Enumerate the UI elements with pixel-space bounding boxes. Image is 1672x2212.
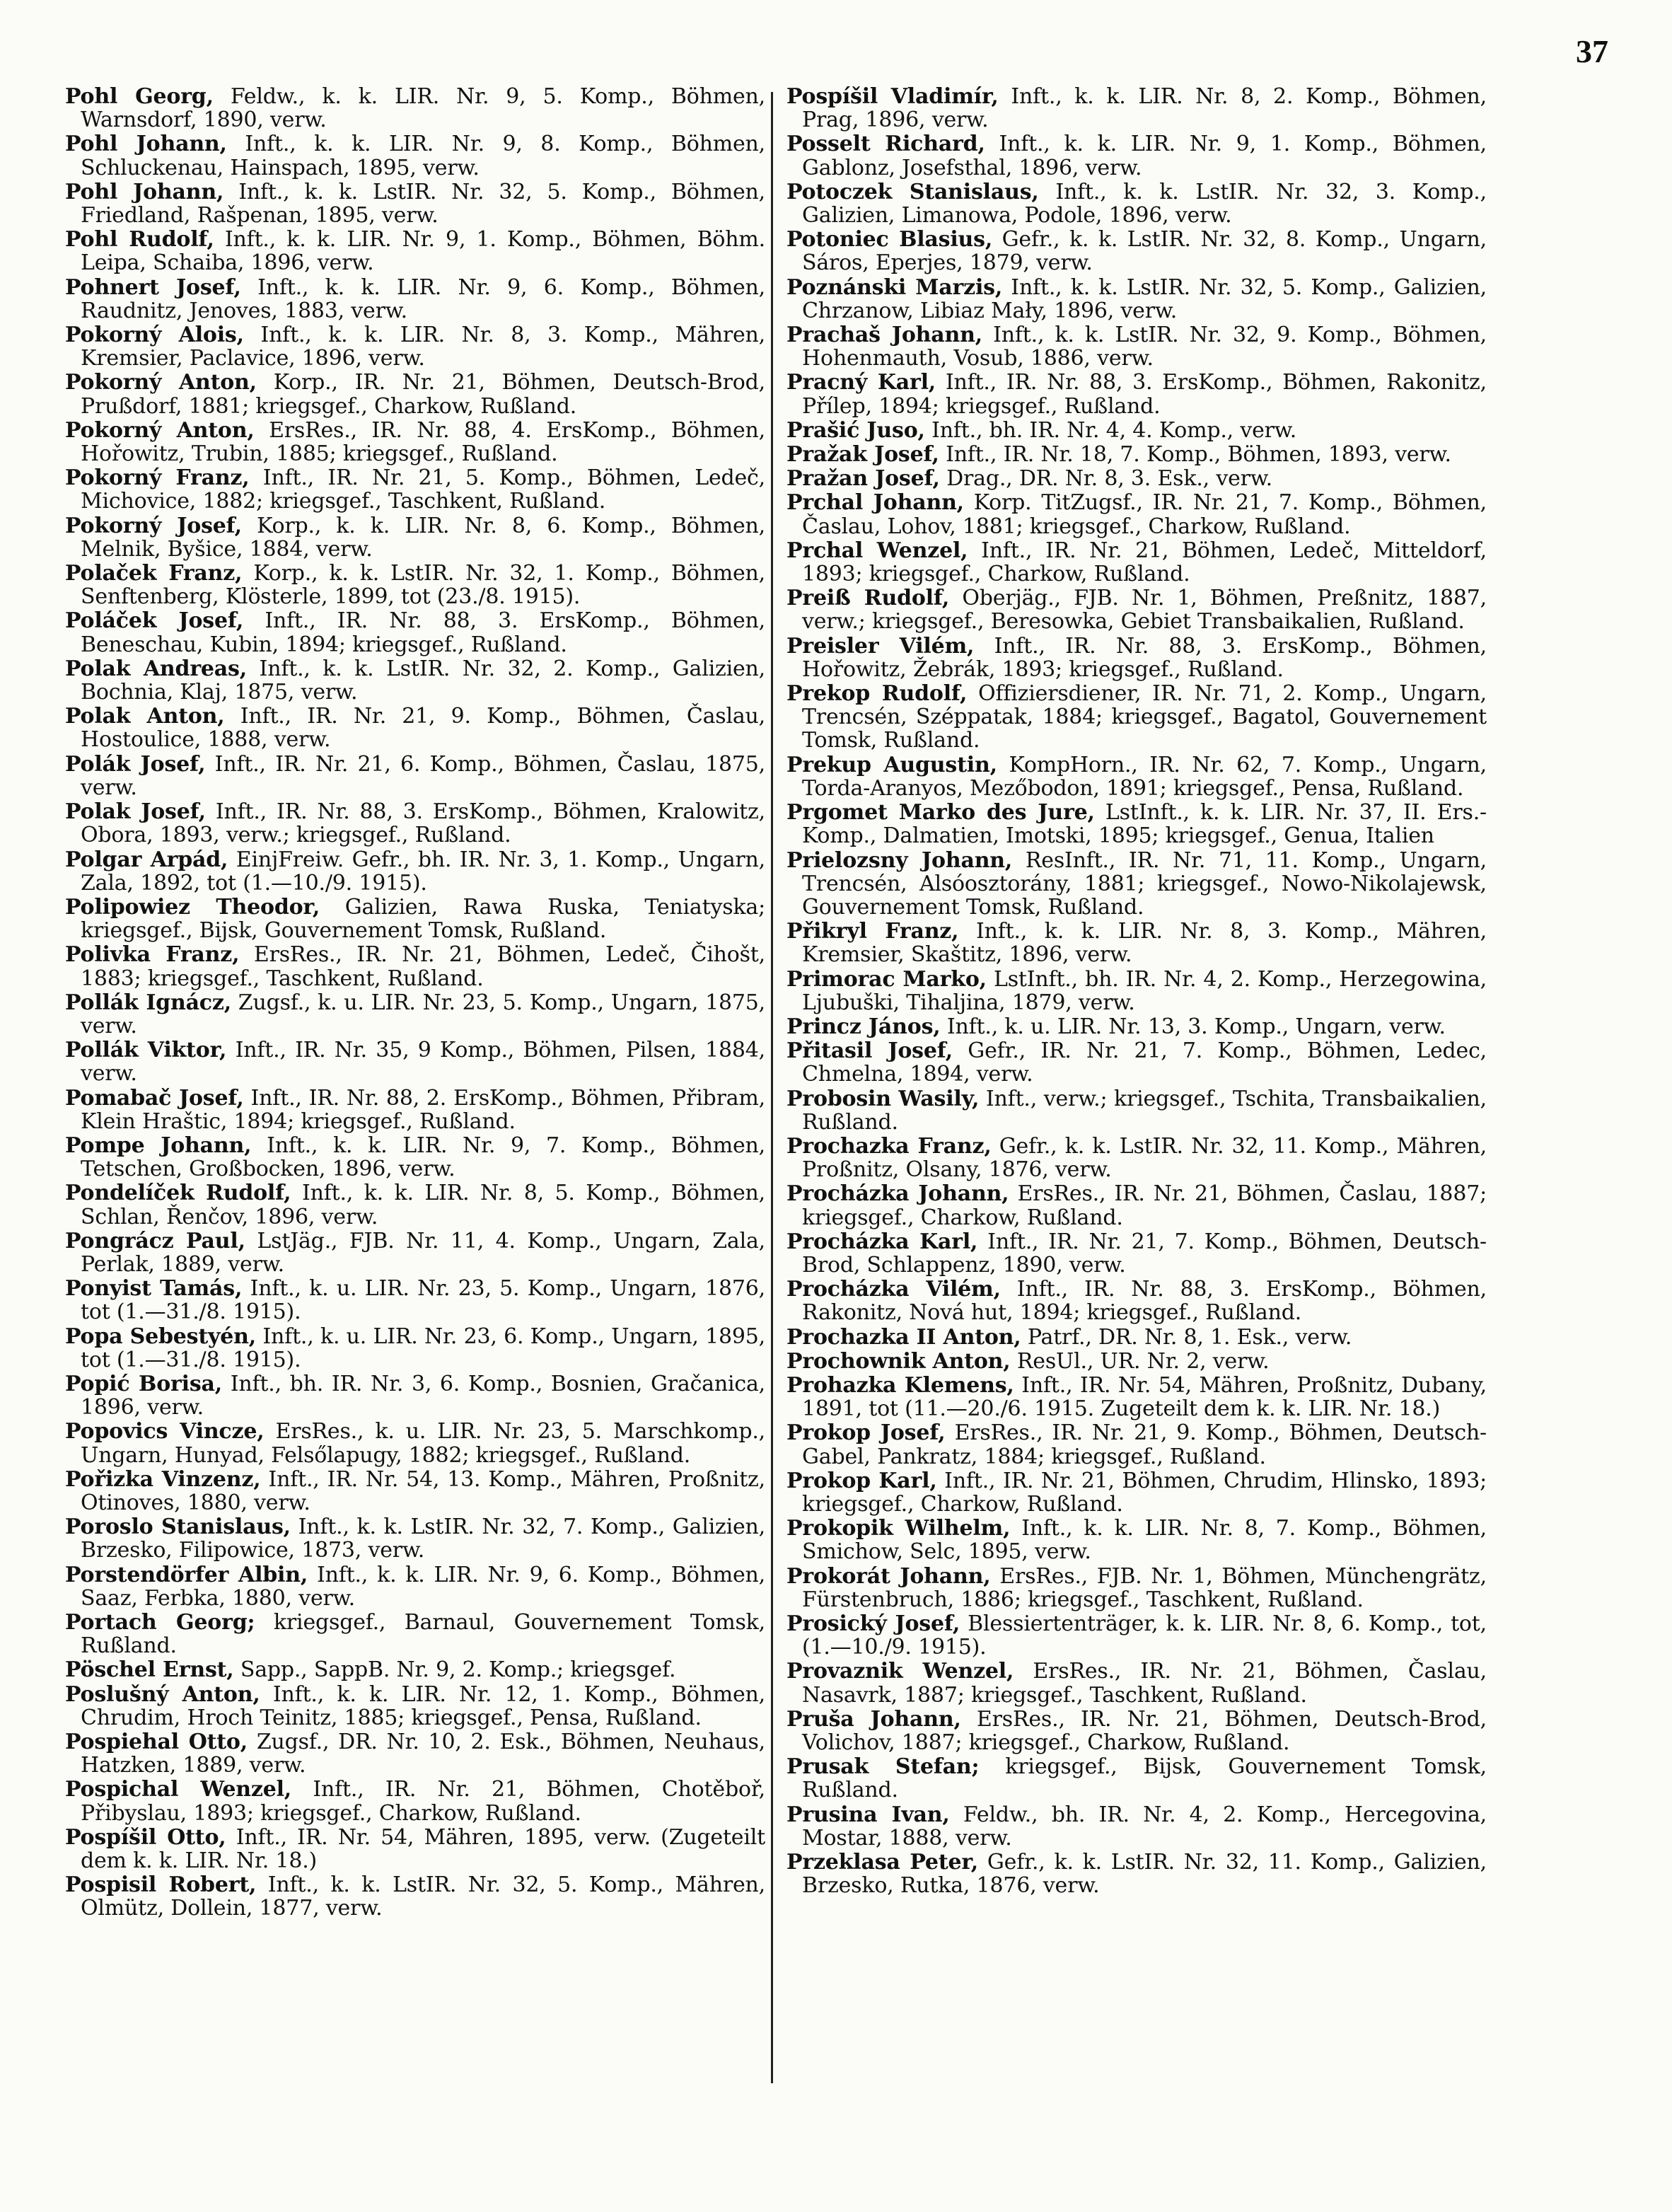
entry-name: Prokorát Johann,: [786, 1563, 991, 1589]
entry-details: Korp., k. k. LIR. Nr. 8, 6. Komp., Böhmen, Melnik, Byšice, 1884, verw.: [81, 513, 766, 562]
entry-name: Prusak Stefan;: [786, 1754, 980, 1780]
register-entry: [65, 1468, 765, 1515]
register-entry: [786, 132, 1487, 179]
entry-name: Preisler Vilém,: [786, 633, 975, 659]
entry-details: Inft., IR. Nr. 54, Mähren, Proßnitz, Dubany, 1891, tot (11.—20./6. 1915. Zugeteilt dem k. k. LIR. Nr. 18.): [802, 1372, 1487, 1422]
register-entry: [786, 85, 1487, 132]
entry-name: Pokorný Josef,: [65, 513, 242, 538]
entry-name: Prochazka II Anton,: [786, 1324, 1021, 1350]
entry-details: ErsRes., IR. Nr. 21, Böhmen, Časlau, 1887; kriegsgef., Charkow, Rußland.: [802, 1181, 1487, 1230]
entry-name: Polak Andreas,: [65, 656, 247, 681]
register-entry: [786, 682, 1487, 753]
entry-name: Poznánski Marzis,: [786, 274, 1003, 300]
register-entry: [65, 132, 765, 179]
register-entry: [65, 1277, 765, 1324]
entry-details: Feldw., k. k. LIR. Nr. 9, 5. Komp., Böhmen, Warnsdorf, 1890, verw.: [81, 84, 765, 133]
register-entry: [65, 1826, 765, 1872]
entry-details: LstJäg., FJB. Nr. 11, 4. Komp., Ungarn, Zala, Perlak, 1889, verw.: [81, 1228, 765, 1277]
register-entry: [786, 1565, 1487, 1611]
register-entry: [65, 1730, 765, 1777]
entry-details: Gefr., k. k. LstIR. Nr. 32, 11. Komp., Mähren, Proßnitz, Olsany, 1876, verw.: [802, 1133, 1487, 1183]
entry-details: Korp., k. k. LstIR. Nr. 32, 1. Komp., Böhmen, Senftenberg, Klösterle, 1899, tot (23./8. 1915).: [81, 561, 765, 610]
register-entry: [65, 800, 765, 847]
entry-name: Pollák Viktor,: [65, 1038, 227, 1063]
entry-name: Pořizka Vinzenz,: [65, 1466, 261, 1492]
entry-details: Inft., IR. Nr. 88, 2. ErsKomp., Böhmen, Přibram, Klein Hraštic, 1894; kriegsgef., Rußland.: [81, 1085, 765, 1134]
entry-name: Procházka Vilém,: [786, 1277, 1001, 1302]
entry-name: Prokop Josef,: [786, 1420, 946, 1446]
entry-details: Inft., IR. Nr. 35, 9 Komp., Böhmen, Pilsen, 1884, verw.: [81, 1038, 765, 1087]
entry-name: Prachaš Johann,: [786, 323, 982, 348]
register-entry: [65, 323, 765, 370]
entry-name: Pospichal Wenzel,: [65, 1777, 292, 1802]
register-entry: [786, 1469, 1487, 1516]
register-entry: [65, 228, 765, 274]
entry-details: LstInft., k. k. LIR. Nr. 37, II. Ers.-Komp., Dalmatien, Imotski, 1895; kriegsgef., Genua, Italien: [802, 800, 1487, 849]
entry-name: Porstendörfer Albin,: [65, 1562, 308, 1587]
entry-name: Prchal Wenzel,: [786, 538, 968, 563]
register-entry: [786, 1015, 1487, 1038]
entry-details: Inft., IR. Nr. 54, Mähren, 1895, verw. (Zugeteilt dem k. k. LIR. Nr. 18.): [81, 1824, 765, 1874]
entry-details: KompHorn., IR. Nr. 62, 7. Komp., Ungarn, Torda-Aranyos, Mezőbodon, 1891; kriegsgef., Pensa, Rußland.: [802, 752, 1487, 801]
entry-details: ErsRes., IR. Nr. 21, Böhmen, Časlau, Nasavrk, 1887; kriegsgef., Taschkent, Rußland.: [802, 1659, 1487, 1708]
entry-name: Přikryl Franz,: [786, 919, 959, 944]
entry-name: Prosický Josef,: [786, 1611, 960, 1636]
entry-name: Prochazka Franz,: [786, 1133, 992, 1159]
entry-name: Potoczek Stanislaus,: [786, 179, 1039, 204]
register-entry: [786, 1135, 1487, 1181]
entry-details: Zugsf., DR. Nr. 10, 2. Esk., Böhmen, Neuhaus, Hatzken, 1889, verw.: [81, 1730, 765, 1778]
register-entry: [65, 943, 765, 990]
register-entry: [786, 323, 1487, 370]
entry-name: Preiß Rudolf,: [786, 586, 950, 611]
entry-details: Inft., IR. Nr. 88, 3. ErsKomp., Böhmen, Kralowitz, Obora, 1893, verw.; kriegsgef., Rußland.: [81, 799, 765, 848]
entry-details: Inft., k. k. LstIR. Nr. 32, 5. Komp., Mähren, Olmütz, Dollein, 1877, verw.: [81, 1872, 765, 1921]
entry-details: Blessiertenträger, k. k. LIR. Nr. 8, 6. Komp., tot, (1.—10./9. 1915).: [802, 1611, 1487, 1660]
register-entry: [65, 753, 765, 799]
entry-name: Poroslo Stanislaus,: [65, 1515, 291, 1540]
entry-details: Inft., k. k. LIR. Nr. 12, 1. Komp., Böhmen, Chrudim, Hroch Teinitz, 1885; kriegsgef., Pensa, Rußland.: [81, 1681, 765, 1730]
register-entry: [65, 371, 765, 417]
entry-name: Prusina Ivan,: [786, 1802, 950, 1827]
entry-details: Inft., IR. Nr. 88, 3. ErsKomp., Böhmen, Rakonitz, Přílep, 1894; kriegsgef., Rußland.: [802, 370, 1487, 419]
register-entry: [786, 635, 1487, 681]
entry-details: ResUl., UR. Nr. 2, verw.: [1010, 1348, 1270, 1374]
entry-name: Pospíšil Otto,: [65, 1824, 226, 1850]
entry-name: Poslušný Anton,: [65, 1681, 260, 1707]
register-entry: [65, 1229, 765, 1276]
entry-name: Provaznik Wenzel,: [786, 1659, 1014, 1684]
entry-name: Pongrácz Paul,: [65, 1228, 245, 1253]
entry-name: Pohl Johann,: [65, 132, 227, 157]
register-entry: [65, 1181, 765, 1228]
entry-name: Polgar Arpád,: [65, 847, 228, 872]
register-entry: [65, 1873, 765, 1920]
register-entry: [786, 1612, 1487, 1659]
entry-name: Pospiehal Otto,: [65, 1730, 248, 1755]
entry-name: Pomabač Josef,: [65, 1085, 244, 1111]
register-entry: [786, 419, 1487, 442]
entry-details: Inft., k. k. LIR. Nr. 8, 7. Komp., Böhmen, Smichow, Selc, 1895, verw.: [802, 1516, 1487, 1565]
entry-details: EinjFreiw. Gefr., bh. IR. Nr. 3, 1. Komp., Ungarn, Zala, 1892, tot (1.—10./9. 1915).: [81, 847, 765, 896]
entry-name: Polák Josef,: [65, 751, 206, 777]
entry-details: Inft., k. k. LIR. Nr. 9, 1. Komp., Böhmen, Gablonz, Josefsthal, 1896, verw.: [802, 132, 1487, 180]
entry-details: Inft., k. u. LIR. Nr. 23, 6. Komp., Ungarn, 1895, tot (1.—31./8. 1915).: [81, 1324, 765, 1372]
entry-details: Oberjäg., FJB. Nr. 1, Böhmen, Preßnitz, 1887, verw.; kriegsgef., Beresowka, Gebiet Transbaikalien, Rußland.: [802, 586, 1487, 635]
register-entry: [65, 896, 765, 942]
entry-name: Přitasil Josef,: [786, 1038, 953, 1064]
register-entry: [65, 1372, 765, 1419]
entry-name: Ponyist Tamás,: [65, 1276, 243, 1302]
register-entry: [786, 801, 1487, 847]
register-entry: [65, 1515, 765, 1562]
entry-details: ErsRes., IR. Nr. 21, 9. Komp., Böhmen, Deutsch-Gabel, Pankratz, 1884; kriegsgef., Rußland.: [802, 1420, 1487, 1469]
entry-details: Korp., IR. Nr. 21, Böhmen, Deutsch-Brod, Prußdorf, 1881; kriegsgef., Charkow, Rußland.: [81, 370, 765, 419]
entry-name: Pracný Karl,: [786, 370, 936, 395]
entry-name: Przeklasa Peter,: [786, 1850, 979, 1875]
entry-details: ResInft., IR. Nr. 71, 11. Komp., Ungarn, Trencsén, Alsóosztorány, 1881; kriegsgef., Nowo-Nikolajewsk, Gouvernement Tomsk, Rußland.: [802, 847, 1487, 920]
register-entry: [65, 1038, 765, 1085]
entry-name: Prielozsny Johann,: [786, 847, 1013, 873]
entry-details: Inft., k. k. LstIR. Nr. 32, 3. Komp., Galizien, Limanowa, Podole, 1896, verw.: [802, 179, 1487, 228]
register-entry: [786, 849, 1487, 920]
right-column: [786, 85, 1487, 1898]
entry-name: Popić Borisa,: [65, 1371, 222, 1396]
entry-details: Inft., k. u. LIR. Nr. 13, 3. Komp., Ungarn, verw.: [940, 1014, 1446, 1039]
entry-name: Posselt Richard,: [786, 132, 985, 157]
entry-details: Offiziersdiener, IR. Nr. 71, 2. Komp., Ungarn, Trencsén, Széppatak, 1884; kriegsgef., Bagatol, Gouvernement Tomsk, Rußland.: [802, 681, 1487, 753]
entry-name: Pöschel Ernst,: [65, 1657, 234, 1683]
entry-name: Pokorný Alois,: [65, 323, 244, 348]
entry-details: Inft., IR. Nr. 21, 9. Komp., Böhmen, Časlau, Hostoulice, 1888, verw.: [81, 704, 765, 753]
entry-name: Prokop Karl,: [786, 1468, 937, 1493]
register-entry: [65, 514, 765, 561]
entry-name: Probosin Wasily,: [786, 1086, 980, 1111]
entry-details: Inft., k. k. LstIR. Nr. 32, 5. Komp., Galizien, Chrzanow, Libiaz Mały, 1896, verw.: [802, 274, 1487, 323]
entry-details: Inft., IR. Nr. 88, 3. ErsKomp., Böhmen, Beneschau, Kubin, 1894; kriegsgef., Rußland.: [81, 608, 765, 657]
entry-details: Inft., k. k. LIR. Nr. 9, 6. Komp., Böhmen, Raudnitz, Jenoves, 1883, verw.: [81, 274, 765, 323]
register-entry: [65, 276, 765, 323]
register-entry: [786, 1755, 1487, 1802]
register-entry: [786, 1039, 1487, 1086]
register-entry: [786, 968, 1487, 1014]
entry-details: Galizien, Rawa Ruska, Teniatyska; kriegsgef., Bijsk, Gouvernement Tomsk, Rußland.: [81, 894, 765, 944]
entry-details: ErsRes., k. u. LIR. Nr. 23, 5. Marschkomp., Ungarn, Hunyad, Felsőlapugy, 1882; kriegsgef., Rußland.: [81, 1419, 765, 1468]
entry-details: Inft., k. k. LstIR. Nr. 32, 5. Komp., Böhmen, Friedland, Rašpenan, 1895, verw.: [81, 179, 765, 228]
entry-name: Polipowiez Theodor,: [65, 894, 320, 920]
register-entry: [65, 1611, 765, 1657]
entry-name: Prašić Juso,: [786, 417, 925, 443]
register-entry: [786, 753, 1487, 800]
page-number: 37: [1576, 33, 1608, 69]
register-entry: [65, 1658, 765, 1681]
entry-details: Patrf., DR. Nr. 8, 1. Esk., verw.: [1021, 1324, 1352, 1350]
register-entry: [786, 1326, 1487, 1349]
entry-details: Inft., IR. Nr. 54, 13. Komp., Mähren, Proßnitz, Otinoves, 1880, verw.: [81, 1466, 765, 1515]
entry-name: Polaček Franz,: [65, 561, 243, 586]
entry-details: Inft., k. k. LstIR. Nr. 32, 7. Komp., Galizien, Brzesko, Filipowice, 1873, verw.: [81, 1515, 765, 1563]
entry-name: Procházka Karl,: [786, 1229, 978, 1254]
entry-name: Procházka Johann,: [786, 1181, 1009, 1207]
register-entry: [786, 276, 1487, 323]
entry-details: Inft., IR. Nr. 18, 7. Komp., Böhmen, 1893, verw.: [939, 442, 1451, 468]
entry-name: Pokorný Anton,: [65, 370, 257, 395]
register-entry: [786, 228, 1487, 274]
register-entry: [786, 1708, 1487, 1754]
entry-details: Inft., bh. IR. Nr. 4, 4. Komp., verw.: [924, 417, 1297, 443]
register-entry: [65, 466, 765, 513]
register-entry: [65, 705, 765, 751]
entry-details: Gefr., k. k. LstIR. Nr. 32, 8. Komp., Ungarn, Sáros, Eperjes, 1879, verw.: [802, 227, 1487, 276]
left-column: [65, 85, 765, 1921]
entry-name: Pohl Johann,: [65, 179, 224, 204]
entry-name: Pospíšil Vladimír,: [786, 84, 999, 109]
entry-details: Gefr., IR. Nr. 21, 7. Komp., Böhmen, Ledec, Chmelna, 1894, verw.: [802, 1038, 1487, 1087]
entry-name: Prohazka Klemens,: [786, 1372, 1014, 1398]
entry-details: Inft., k. u. LIR. Nr. 23, 5. Komp., Ungarn, 1876, tot (1.—31./8. 1915).: [81, 1276, 765, 1325]
register-entry: [786, 371, 1487, 417]
entry-name: Prekop Rudolf,: [786, 681, 968, 707]
entry-details: Inft., k. k. LIR. Nr. 8, 2. Komp., Böhmen, Prag, 1896, verw.: [802, 84, 1487, 133]
register-entry: [786, 1182, 1487, 1229]
entry-details: Inft., k. k. LIR. Nr. 9, 6. Komp., Böhmen, Saaz, Ferbka, 1880, verw.: [81, 1562, 765, 1611]
entry-name: Pruša Johann,: [786, 1706, 961, 1732]
entry-details: Inft., verw.; kriegsgef., Tschita, Transbaikalien, Rußland.: [802, 1086, 1487, 1135]
entry-details: Korp. TitZugsf., IR. Nr. 21, 7. Komp., Böhmen, Časlau, Lohov, 1881; kriegsgef., Charkow, Rußland.: [802, 490, 1487, 539]
entry-name: Prchal Johann,: [786, 490, 964, 516]
entry-name: Prochownik Anton,: [786, 1348, 1011, 1374]
register-entry: [65, 657, 765, 704]
entry-name: Prekup Augustin,: [786, 752, 997, 777]
register-entry: [786, 1421, 1487, 1468]
entry-details: Inft., IR. Nr. 88, 3. ErsKomp., Böhmen, Hořowitz, Žebrák, 1893; kriegsgef., Rußland.: [802, 633, 1487, 682]
entry-name: Polak Josef,: [65, 799, 206, 825]
entry-name: Primorac Marko,: [786, 966, 987, 992]
entry-details: Inft., IR. Nr. 21, 6. Komp., Böhmen, Časlau, 1875, verw.: [81, 751, 765, 800]
entry-details: Inft., k. k. LIR. Nr. 8, 3. Komp., Mähren, Kremsier, Paclavice, 1896, verw.: [81, 323, 765, 371]
entry-details: LstInft., bh. IR. Nr. 4, 2. Komp., Herzegowina, Ljubuški, Tihaljina, 1879, verw.: [802, 966, 1487, 1015]
entry-details: Sapp., SappB. Nr. 9, 2. Komp.; kriegsgef.: [233, 1657, 676, 1683]
entry-name: Pollák Ignácz,: [65, 990, 231, 1015]
register-entry: [786, 920, 1487, 966]
entry-name: Pohl Georg,: [65, 84, 214, 109]
entry-name: Pokorný Anton,: [65, 417, 255, 443]
register-entry: [65, 848, 765, 895]
register-entry: [65, 180, 765, 227]
entry-details: Inft., k. k. LIR. Nr. 9, 7. Komp., Böhmen, Tetschen, Großbocken, 1896, verw.: [81, 1133, 765, 1182]
entry-details: Inft., k. k. LstIR. Nr. 32, 2. Komp., Galizien, Bochnia, Klaj, 1875, verw.: [81, 656, 765, 705]
entry-details: Inft., bh. IR. Nr. 3, 6. Komp., Bosnien, Gračanica, 1896, verw.: [81, 1371, 765, 1420]
register-entry: [786, 1230, 1487, 1277]
register-entry: [786, 1851, 1487, 1897]
register-entry: [786, 586, 1487, 633]
register-entry: [65, 1325, 765, 1372]
entry-name: Pražan Josef,: [786, 466, 940, 492]
register-entry: [65, 1778, 765, 1824]
register-entry: [786, 539, 1487, 586]
entry-details: Inft., k. k. LIR. Nr. 8, 3. Komp., Mähren, Kremsier, Skaštitz, 1896, verw.: [802, 919, 1487, 968]
entry-details: Zugsf., k. u. LIR. Nr. 23, 5. Komp., Ungarn, 1875, verw.: [81, 990, 765, 1038]
entry-name: Pražak Josef,: [786, 442, 939, 468]
entry-details: ErsRes., IR. Nr. 88, 4. ErsKomp., Böhmen, Hořowitz, Trubin, 1885; kriegsgef., Rußland.: [81, 417, 766, 467]
register-entry: [65, 609, 765, 656]
entry-name: Popa Sebestyén,: [65, 1324, 257, 1349]
entry-name: Pospisil Robert,: [65, 1872, 257, 1898]
register-entry: [65, 419, 765, 465]
entry-details: Inft., k. k. LIR. Nr. 9, 8. Komp., Böhmen, Schluckenau, Hainspach, 1895, verw.: [81, 132, 765, 180]
entry-details: Inft., IR. Nr. 21, 7. Komp., Böhmen, Deutsch-Brod, Schlappenz, 1890, verw.: [802, 1229, 1487, 1278]
entry-details: Inft., k. k. LIR. Nr. 9, 1. Komp., Böhmen, Böhm. Leipa, Schaiba, 1896, verw.: [81, 227, 765, 276]
entry-name: Popovics Vincze,: [65, 1419, 265, 1444]
entry-name: Prgomet Marko des Jure,: [786, 800, 1095, 826]
register-entry: [786, 1350, 1487, 1373]
entry-details: Inft., IR. Nr. 21, Böhmen, Chrudim, Hlinsko, 1893; kriegsgef., Charkow, Rußland.: [802, 1468, 1487, 1517]
register-entry: [65, 562, 765, 608]
entry-details: ErsRes., FJB. Nr. 1, Böhmen, Münchengrätz, Fürstenbruch, 1886; kriegsgef., Taschkent, Rußland.: [802, 1563, 1487, 1612]
register-entry: [65, 991, 765, 1038]
register-entry: [786, 1374, 1487, 1420]
entry-name: Polak Anton,: [65, 704, 225, 729]
entry-name: Princz János,: [786, 1014, 941, 1039]
entry-name: Potoniec Blasius,: [786, 227, 993, 253]
entry-name: Pohl Rudolf,: [65, 227, 214, 253]
register-entry: [65, 1420, 765, 1466]
register-entry: [786, 180, 1487, 227]
entry-name: Pohnert Josef,: [65, 274, 241, 300]
column-divider: [771, 92, 773, 2083]
register-entry: [65, 1683, 765, 1730]
entry-details: Feldw., bh. IR. Nr. 4, 2. Komp., Hercegovina, Mostar, 1888, verw.: [802, 1802, 1487, 1851]
entry-details: Inft., IR. Nr. 88, 3. ErsKomp., Böhmen, Rakonitz, Nová hut, 1894; kriegsgef., Rußland.: [802, 1277, 1487, 1326]
register-entry: [786, 1087, 1487, 1134]
register-entry: [786, 1803, 1487, 1850]
register-entry: [786, 467, 1487, 490]
entry-name: Prokopik Wilhelm,: [786, 1516, 1011, 1541]
entry-details: ErsRes., IR. Nr. 21, Böhmen, Ledeč, Čihošt, 1883; kriegsgef., Taschkent, Rußland.: [81, 942, 765, 991]
register-entry: [65, 1563, 765, 1610]
entry-details: ErsRes., IR. Nr. 21, Böhmen, Deutsch-Brod, Volichov, 1887; kriegsgef., Charkow, Rußland.: [802, 1706, 1487, 1756]
entry-name: Polivka Franz,: [65, 942, 240, 968]
register-entry: [786, 1517, 1487, 1563]
entry-details: Gefr., k. k. LstIR. Nr. 32, 11. Komp., Galizien, Brzesko, Rutka, 1876, verw.: [802, 1850, 1487, 1899]
entry-name: Pompe Johann,: [65, 1133, 252, 1158]
entry-details: kriegsgef., Barnaul, Gouvernement Tomsk, Rußland.: [81, 1610, 765, 1659]
entry-name: Portach Georg;: [65, 1610, 255, 1635]
entry-details: Drag., DR. Nr. 8, 3. Esk., verw.: [939, 466, 1273, 492]
entry-details: kriegsgef., Bijsk, Gouvernement Tomsk, Rußland.: [802, 1754, 1487, 1803]
entry-details: Inft., k. k. LIR. Nr. 8, 5. Komp., Böhmen, Schlan, Řenčov, 1896, verw.: [81, 1181, 765, 1229]
register-entry: [65, 1134, 765, 1181]
entry-details: Inft., IR. Nr. 21, 5. Komp., Böhmen, Ledeč, Michovice, 1882; kriegsgef., Taschkent, Rußland.: [81, 465, 765, 514]
entry-details: Inft., k. k. LstIR. Nr. 32, 9. Komp., Böhmen, Hohenmauth, Vosub, 1886, verw.: [802, 323, 1487, 371]
register-entry: [786, 1278, 1487, 1324]
entry-name: Poláček Josef,: [65, 608, 244, 634]
entry-name: Pokorný Franz,: [65, 465, 250, 491]
entry-details: Inft., IR. Nr. 21, Böhmen, Ledeč, Mitteldorf, 1893; kriegsgef., Charkow, Rußland.: [802, 538, 1487, 587]
register-entry: [65, 85, 765, 132]
entry-details: Inft., IR. Nr. 21, Böhmen, Chotěboř, Přibyslau, 1893; kriegsgef., Charkow, Rußland.: [81, 1777, 765, 1826]
register-entry: [65, 1087, 765, 1133]
register-entry: [786, 491, 1487, 538]
entry-name: Pondelíček Rudolf,: [65, 1181, 291, 1206]
register-entry: [786, 443, 1487, 466]
register-entry: [786, 1660, 1487, 1706]
